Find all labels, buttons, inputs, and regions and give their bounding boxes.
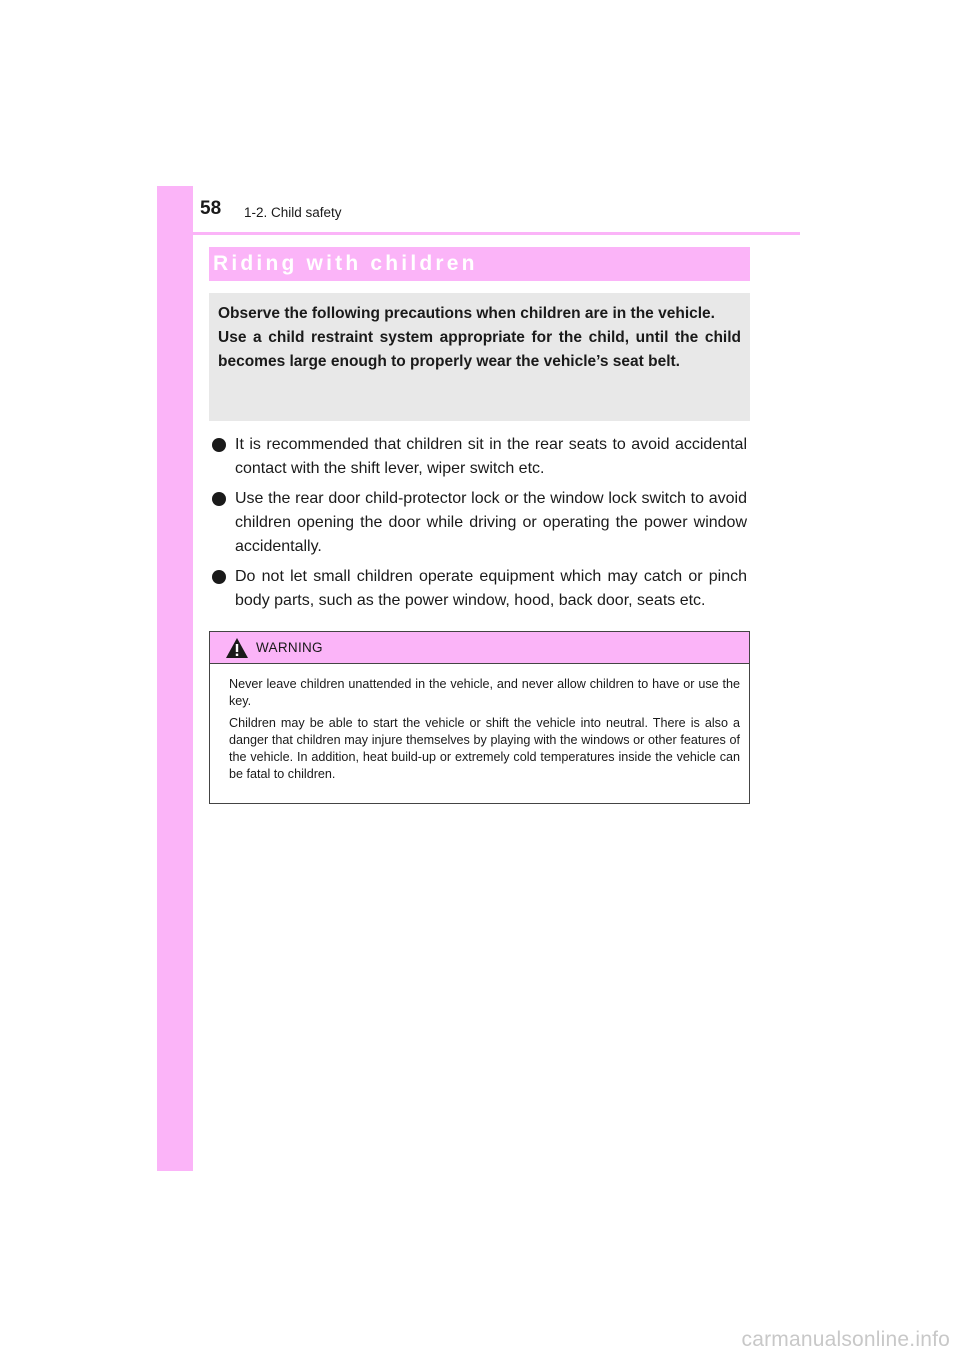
warning-label: WARNING	[256, 640, 323, 655]
bullet-dot-icon	[212, 492, 226, 506]
page-number: 58	[200, 198, 222, 219]
intro-line-2: Use a child restraint system appropriate for the child, until the child becomes large enough to properly wear the vehicle’s seat belt.	[218, 329, 741, 370]
bullet-list	[212, 433, 747, 619]
intro-line-1: Observe the following precautions when children are in the vehicle.	[218, 305, 715, 322]
list-item	[212, 433, 747, 481]
warning-header	[210, 632, 749, 664]
intro-box	[209, 293, 750, 421]
bullet-dot-icon	[212, 570, 226, 584]
warning-triangle-icon	[225, 637, 249, 659]
watermark: carmanualsonline.info	[741, 1328, 950, 1351]
side-tab-strip	[157, 186, 193, 1171]
bullet-text: Do not let small children operate equipment which may catch or pinch body parts, such as the power window, hood, back door, seats etc.	[235, 568, 747, 609]
warning-paragraph: Children may be able to start the vehicle or shift the vehicle into neutral. There is also a danger that children may injure themselves by playing with the windows or other features of the vehicle. In addition, heat build-up or extremely cold temperatures inside the vehicle can be fatal to children.	[229, 716, 740, 781]
bullet-text: It is recommended that children sit in the rear seats to avoid accidental contact with the shift lever, wiper switch etc.	[235, 436, 747, 477]
section-label: 1-2. Child safety	[244, 205, 342, 220]
list-item	[212, 565, 747, 613]
warning-box	[209, 631, 750, 804]
header-rule	[157, 232, 800, 235]
section-title-bar	[209, 247, 750, 281]
list-item	[212, 487, 747, 559]
warning-paragraph: Never leave children unattended in the vehicle, and never allow children to have or use the key.	[229, 677, 740, 708]
warning-body	[210, 664, 749, 783]
bullet-dot-icon	[212, 438, 226, 452]
bullet-text: Use the rear door child-protector lock or the window lock switch to avoid children opening the door while driving or operating the power window accidentally.	[235, 490, 747, 555]
section-title: Riding with children	[213, 252, 478, 275]
